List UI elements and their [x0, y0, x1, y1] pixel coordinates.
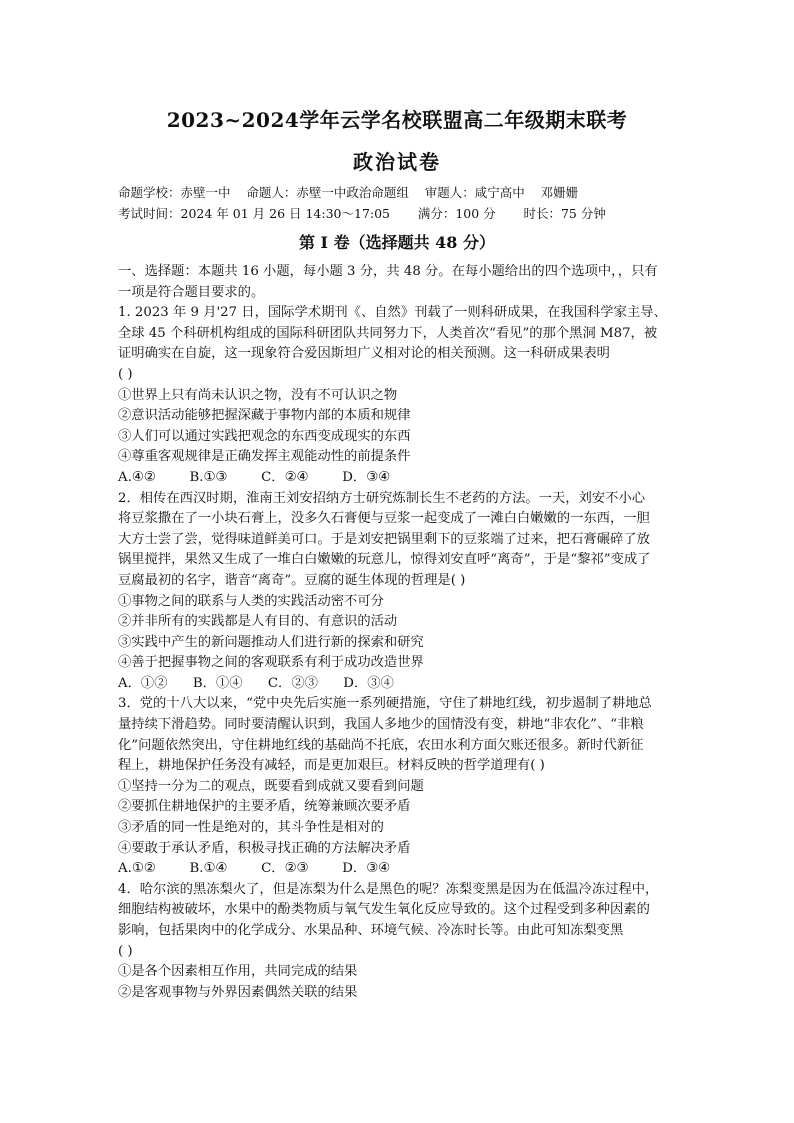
question-2-stem: 大方士尝了尝，觉得味道鲜美可口。于是刘安把锅里剩下的豆浆端了过来，把石膏碾碎了放: [118, 531, 650, 547]
question-1-blank: ( ): [118, 366, 133, 382]
exam-title: 2023~2024学年云学名校联盟高二年级期末联考: [166, 108, 628, 132]
question-2-stem: 2．相传在西汉时期，淮南王刘安招纳方士研究炼制长生不老药的方法。一天，刘安不小心: [118, 490, 646, 506]
question-1-option: ③人们可以通过实践把观念的东西变成现实的东西: [118, 428, 411, 444]
question-2-answers: A．①② B．①④ C．②③ D．③④: [118, 675, 394, 691]
question-3-option: ②要抓住耕地保护的主要矛盾，统筹兼顾次要矛盾: [118, 799, 411, 815]
exam-info-time: 考试时间：2024 年 01 月 26 日 14:30～17:05 满分：100 分 时长：75 分钟: [118, 206, 606, 221]
question-2-option: ②并非所有的实践都是人有目的、有意识的活动: [118, 614, 398, 630]
exam-info-authors: 命题学校：赤壁一中 命题人：赤壁一中政治命题组 审题人：咸宁高中 邓姗姗: [118, 185, 579, 200]
question-3-option: ④要敢于承认矛盾，积极寻找正确的方法解决矛盾: [118, 840, 411, 856]
question-1-option: ④尊重客观规律是正确发挥主观能动性的前提条件: [118, 449, 411, 465]
question-1-option: ②意识活动能够把握深藏于事物内部的本质和规律: [118, 408, 411, 424]
question-4-stem: 4．哈尔滨的黑冻梨火了，但是冻梨为什么是黑色的呢？冻梨变黑是因为在低温冷冻过程中，: [118, 881, 659, 897]
question-4-option: ②是客观事物与外界因素偶然关联的结果: [118, 984, 358, 1000]
question-2-option: ③实践中产生的新问题推动人们进行新的探索和研究: [118, 634, 424, 650]
question-4-option: ①是各个因素相互作用，共同完成的结果: [118, 964, 358, 980]
question-3-stem: 量持续下滑趋势。同时要清醒认识到，我国人多地少的国情没有变，耕地“非农化”、“非粮: [118, 717, 644, 733]
question-1-option: ①世界上只有尚未认识之物，没有不可认识之物: [118, 387, 398, 403]
question-1-stem: 全球 45 个科研机构组成的国际科研团队共同努力下，人类首次“看见”的那个黑洞 M87，被: [118, 325, 658, 341]
section-heading: 第 I 卷（选择题共 48 分）: [298, 233, 496, 252]
question-4-stem: 细胞结构被破坏，水果中的酚类物质与氧气发生氧化反应导致的。这个过程受到多种因素的: [118, 902, 650, 918]
question-2-stem: 锅里搅拌，果然又生成了一堆白白嫩嫩的玩意儿，惊得刘安直呼“离奇”，于是“黎祁”变成了: [118, 552, 651, 568]
question-3-stem: 化”问题依然突出，守住耕地红线的基础尚不托底，农田水利方面欠账还很多。新时代新征: [118, 737, 644, 753]
question-4-blank: ( ): [118, 943, 133, 959]
question-3-stem: 3．党的十八大以来，“党中央先后实施一系列硬措施，守住了耕地红线，初步遏制了耕地总: [118, 696, 652, 712]
question-3-stem: 程上，耕地保护任务没有减轻，而是更加艰巨。材料反映的哲学道理有( ): [118, 758, 545, 774]
question-3-option: ③矛盾的同一性是绝对的，其斗争性是相对的: [118, 820, 384, 836]
question-2-option: ④善于把握事物之间的客观联系有利于成功改造世界: [118, 655, 424, 671]
section-intro: 一、选择题：本题共 16 小题，每小题 3 分，共 48 分。在每小题给出的四个选项中，，只有: [118, 264, 658, 279]
question-4-stem: 影响，包括果肉中的化学成分、水果品种、环境气候、冷冻时长等。由此可知冻梨变黑: [118, 923, 624, 938]
question-1-answers: A.④② B.①③ C．②④ D．③④: [118, 469, 391, 485]
exam-body: [118, 262, 678, 1003]
question-3-option: ①坚持一分为二的观点，既要看到成就又要看到问题: [118, 778, 424, 794]
section-intro: 一项是符合题目要求的。: [118, 284, 265, 300]
question-2-stem: 豆腐最初的名字，谐音“离奇”。豆腐的诞生体现的哲理是( ): [118, 572, 466, 588]
question-2-option: ①事物之间的联系与人类的实践活动密不可分: [118, 593, 384, 609]
question-1-stem: 1. 2023 年 9 月'27 日，国际学术期刊《、自然》刊载了一则科研成果，在我国科学家主导、: [118, 305, 667, 321]
question-3-answers: A.①② B.①④ C．②③ D．③④: [118, 861, 391, 877]
exam-subtitle: 政治试卷: [353, 150, 441, 174]
question-2-stem: 将豆浆撒在了一小块石膏上，没多久石膏便与豆浆一起变成了一滩白白嫩嫩的一东西，一胆: [118, 511, 650, 527]
question-1-stem: 证明确实在自旋，这一现象符合爱因斯坦广义相对论的相关预测。这一科研成果表明: [118, 346, 610, 362]
